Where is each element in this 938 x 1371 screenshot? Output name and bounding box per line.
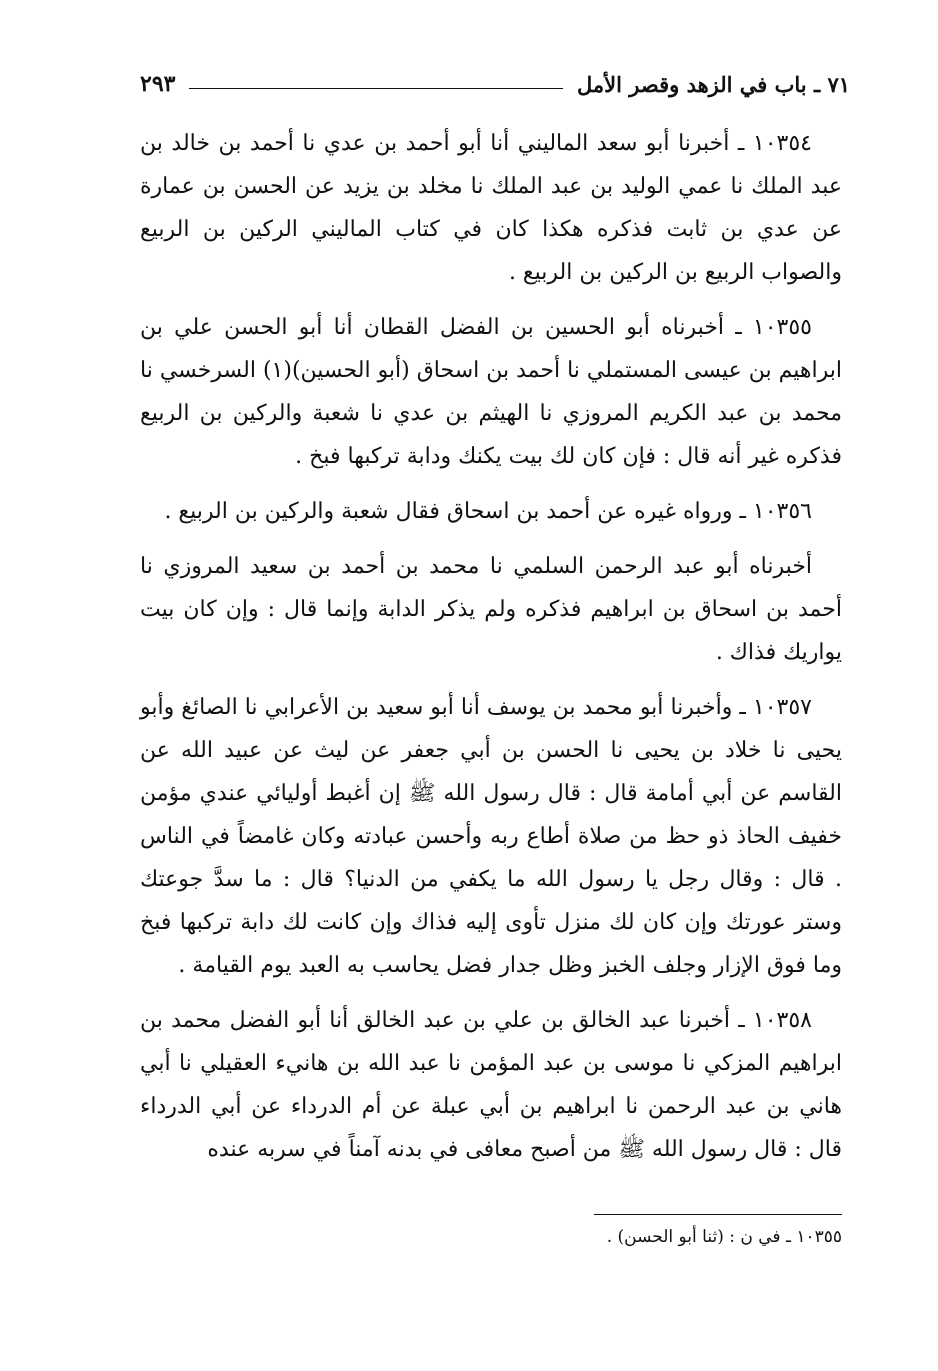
paragraph-10356: ١٠٣٥٦ ـ ورواه غيره عن أحمد بن اسحاق فقال شعبة والركين بن الربيع .: [164, 499, 812, 524]
header-rule: [189, 88, 563, 89]
paragraph-10358: ١٠٣٥٨ ـ أخبرنا عبد الخالق بن علي بن عبد الخالق أنا أبو الفضل محمد بن ابراهيم المزكي نا موسى بن عبد المؤمن نا عبد الله بن هانيء العقيلي نا أبي هاني بن عبد الرحمن نا ابراهيم بن أبي عبلة عن أم الدرداء عن أبي الدرداء قال : قال رسول الله ﷺ من أصبح معافى في بدنه آمناً في سربه عنده: [140, 1008, 842, 1162]
paragraph-10357: ١٠٣٥٧ ـ وأخبرنا أبو محمد بن يوسف أنا أبو سعيد بن الأعرابي نا الصائغ وأبو يحيى نا خلاد بن يحيى نا الحسن بن أبي جعفر عن ليث عن عبيد الله عن القاسم عن أبي أمامة قال : قال رسول الله ﷺ إن أغبط أوليائي عندي مؤمن خفيف الحاذ ذو حظ من صلاة أطاع ربه وأحسن عبادته وكان غامضاً في الناس . قال : وقال رجل يا رسول الله ما يكفي من الدنيا؟ قال : ما سدَّ جوعتك وستر عورتك وإن كان لك منزل تأوى إليه فذاك وإن كانت لك دابة تركبها فبخ وما فوق الإزار وجلف الخبز وظل جدار فضل يحاسب به العبد يوم القيامة .: [140, 695, 842, 978]
footnote: ١٠٣٥٥ ـ في ن : (ثنا أبو الحسن) .: [606, 1227, 842, 1247]
paragraph-10355: ١٠٣٥٥ ـ أخبرناه أبو الحسين بن الفضل القطان أنا أبو الحسن علي بن ابراهيم بن عيسى المستملي نا أحمد بن اسحاق (أبو الحسين)(١) السرخسي نا محمد بن عبد الكريم المروزي نا الهيثم بن عدي نا شعبة والركين بن الربيع فذكره غير أنه قال : فإن كان لك بيت يكنك ودابة تركبها فبخ .: [140, 315, 842, 469]
paragraph-sulami-narration: أخبرناه أبو عبد الرحمن السلمي نا محمد بن أحمد بن سعيد المروزي نا أحمد بن اسحاق بن ابراهيم فذكره ولم يذكر الدابة وإنما قال : وإن كان بيت يواريك فذاك .: [140, 554, 842, 665]
page-number: ٢٩٣: [140, 71, 176, 97]
main-text: [140, 122, 842, 1183]
footnote-separator: [594, 1214, 842, 1215]
chapter-title: ٧١ ـ باب في الزهد وقصر الأمل: [577, 71, 850, 97]
paragraph-10354: ١٠٣٥٤ ـ أخبرنا أبو سعد الماليني أنا أبو أحمد بن عدي نا أحمد بن خالد بن عبد الملك نا عمي الوليد بن عبد الملك نا مخلد بن يزيد عن الحسن بن عمارة عن عدي بن ثابت فذكره هكذا كان في كتاب الماليني الركين بن الربيع والصواب الربيع بن الركين بن الربيع .: [140, 131, 842, 285]
running-header: [140, 62, 850, 106]
